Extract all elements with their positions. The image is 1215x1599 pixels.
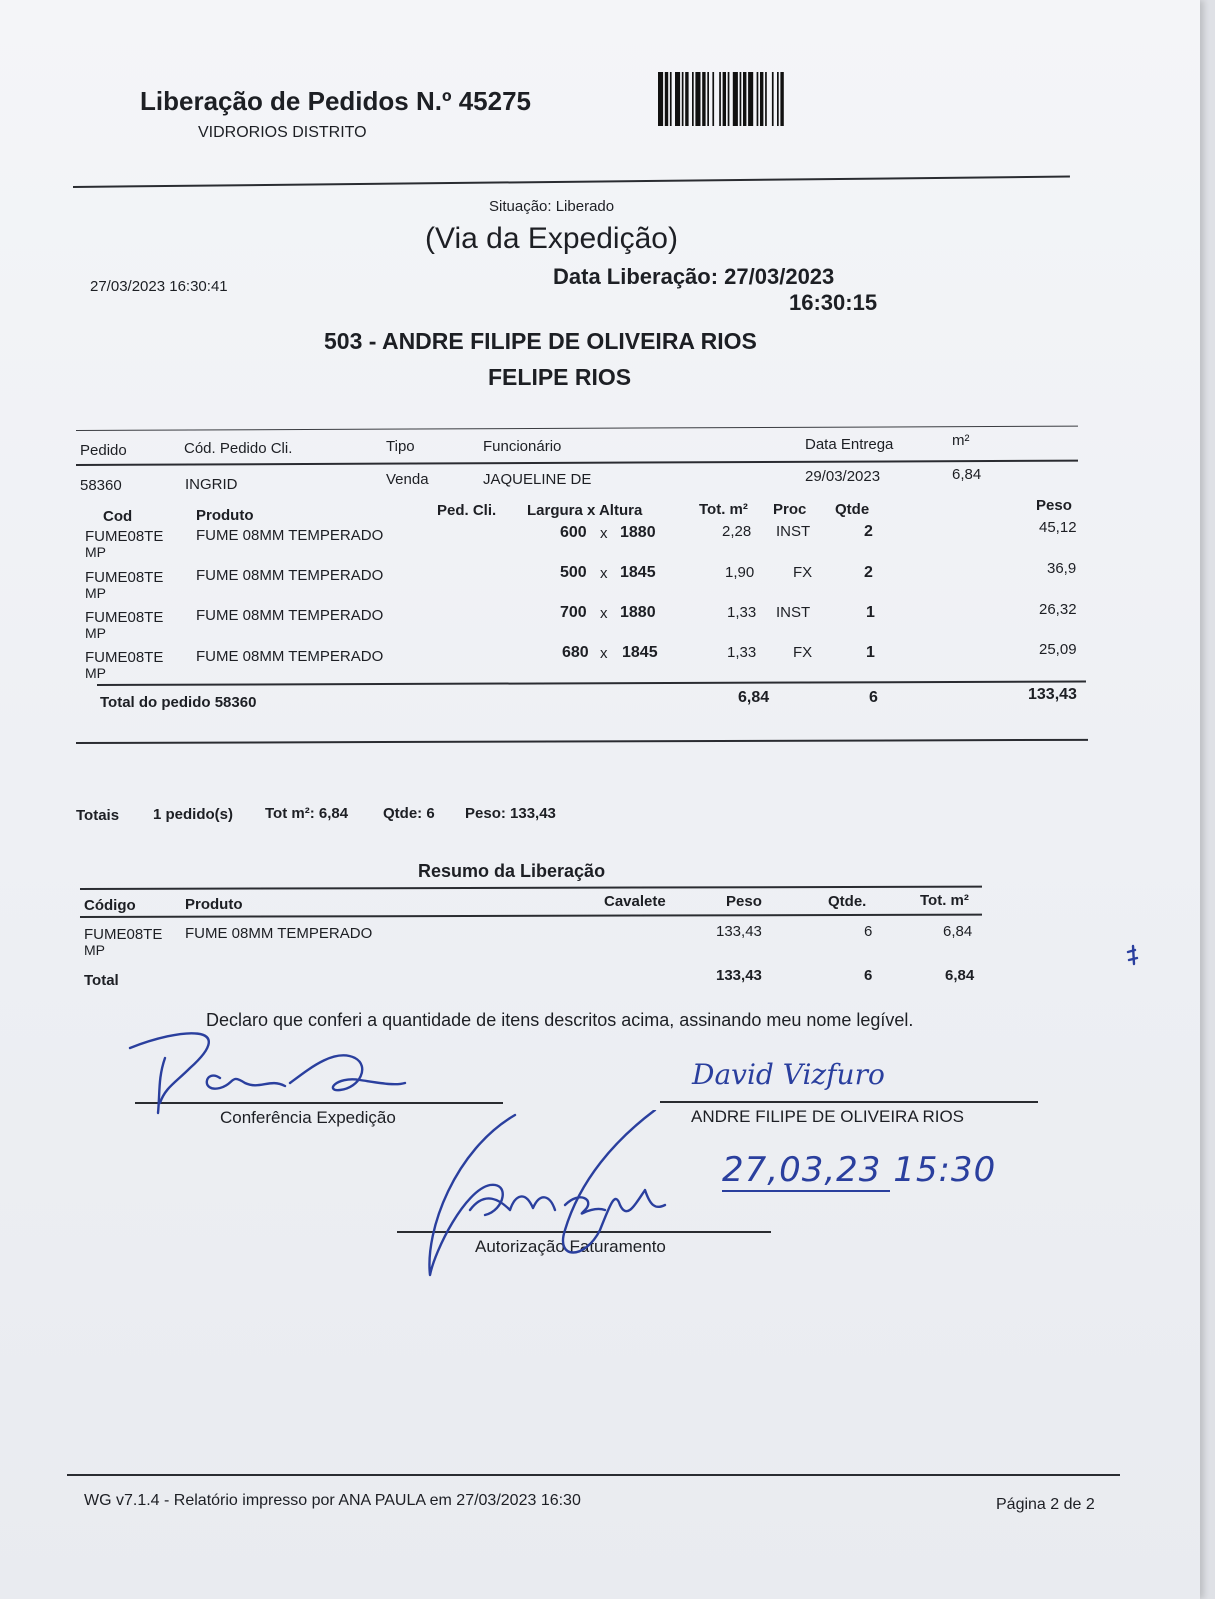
item-x: x bbox=[600, 605, 608, 622]
barcode-bar bbox=[765, 72, 767, 126]
summary-peso: 133,43 bbox=[716, 923, 762, 940]
client-name: 503 - ANDRE FILIPE DE OLIVEIRA RIOS bbox=[324, 328, 757, 354]
item-altura: 1880 bbox=[620, 604, 656, 621]
item-cod: FUME08TE bbox=[85, 649, 164, 666]
totals-m2: Tot m²: 6,84 bbox=[265, 805, 349, 822]
barcode-bar bbox=[728, 72, 730, 126]
summary-col-codigo: Código bbox=[84, 897, 136, 914]
item-qtde: 2 bbox=[864, 564, 873, 581]
summary-codigo-suffix: MP bbox=[84, 942, 105, 958]
item-cod-suffix: MP bbox=[85, 544, 106, 560]
barcode-bar bbox=[777, 72, 779, 126]
signature-client-handwritten: David Vizfuro bbox=[692, 1058, 885, 1091]
barcode-bar bbox=[707, 72, 709, 126]
summary-top-rule bbox=[80, 886, 982, 890]
order-total-label: Total do pedido 58360 bbox=[100, 694, 257, 711]
item-altura: 1845 bbox=[620, 564, 656, 581]
item-produto: FUME 08MM TEMPERADO bbox=[196, 607, 384, 624]
summary-header-rule bbox=[80, 914, 982, 918]
order-pedido: 58360 bbox=[80, 477, 122, 494]
barcode-bar bbox=[692, 72, 694, 126]
order-total-peso: 133,43 bbox=[1028, 686, 1077, 703]
col-tipo: Tipo bbox=[386, 438, 415, 455]
summary-col-cavalete: Cavalete bbox=[604, 893, 666, 910]
barcode-bar bbox=[719, 72, 721, 126]
item-largura: 600 bbox=[560, 524, 587, 541]
item-x: x bbox=[600, 645, 608, 662]
signature-line-client bbox=[660, 1101, 1038, 1103]
table-header-rule bbox=[76, 460, 1078, 466]
footer-rule bbox=[67, 1474, 1120, 1476]
barcode-bar bbox=[685, 72, 688, 126]
declaration-text: Declaro que conferi a quantidade de itens descritos acima, assinando meu nome legível. bbox=[206, 1010, 914, 1030]
table-bottom-rule bbox=[76, 739, 1088, 744]
signature-label-client: ANDRE FILIPE DE OLIVEIRA RIOS bbox=[691, 1107, 965, 1126]
order-data-entrega: 29/03/2023 bbox=[805, 468, 881, 485]
item-cod: FUME08TE bbox=[85, 528, 164, 545]
barcode-bar bbox=[760, 72, 763, 126]
item-peso: 45,12 bbox=[1039, 519, 1077, 536]
totals-peso: Peso: 133,43 bbox=[465, 805, 556, 822]
item-col-produto: Produto bbox=[196, 507, 254, 524]
barcode-bar bbox=[772, 72, 774, 126]
item-cod-suffix: MP bbox=[85, 625, 106, 641]
barcode-bar bbox=[740, 72, 742, 126]
barcode-bar bbox=[733, 72, 738, 126]
item-altura: 1845 bbox=[622, 644, 658, 661]
item-produto: FUME 08MM TEMPERADO bbox=[196, 527, 384, 544]
signature-label-autorizacao: Autorização Faturamento bbox=[475, 1237, 666, 1256]
barcode-bar bbox=[682, 72, 684, 126]
signature-autorizacao-scribble bbox=[415, 1110, 705, 1285]
barcode-bar bbox=[743, 72, 746, 126]
via-title: (Via da Expedição) bbox=[425, 222, 678, 255]
item-col-cod: Cod bbox=[103, 508, 133, 525]
printed-at: 27/03/2023 16:30:41 bbox=[90, 278, 228, 295]
barcode-icon bbox=[658, 72, 834, 126]
release-time: 16:30:15 bbox=[789, 290, 878, 315]
barcode-bar bbox=[675, 72, 680, 126]
barcode-bar bbox=[670, 72, 672, 126]
summary-total-qtde: 6 bbox=[864, 967, 873, 984]
item-qtde: 2 bbox=[864, 523, 873, 540]
item-produto: FUME 08MM TEMPERADO bbox=[196, 648, 384, 665]
barcode-bar bbox=[712, 72, 714, 126]
summary-col-tot-m2: Tot. m² bbox=[920, 892, 969, 909]
signature-date-handwritten: 27,03,23 15:30 bbox=[722, 1150, 997, 1190]
header-divider bbox=[73, 176, 1070, 188]
item-col-ped-cli: Ped. Cli. bbox=[437, 502, 497, 519]
col-cod-pedido-cli: Cód. Pedido Cli. bbox=[184, 440, 293, 457]
col-pedido: Pedido bbox=[80, 442, 127, 459]
signature-conferencia-scribble bbox=[120, 1028, 420, 1118]
summary-title: Resumo da Liberação bbox=[418, 861, 606, 881]
summary-col-produto: Produto bbox=[185, 896, 243, 913]
barcode-bar bbox=[658, 72, 663, 126]
item-cod-suffix: MP bbox=[85, 665, 106, 681]
table-top-rule bbox=[76, 426, 1078, 431]
item-col-largura-altura: Largura x Altura bbox=[527, 502, 643, 519]
page-title: Liberação de Pedidos N.º 45275 bbox=[140, 86, 531, 116]
item-tot-m2: 2,28 bbox=[722, 523, 752, 540]
barcode-bar bbox=[780, 72, 783, 126]
item-col-peso: Peso bbox=[1036, 497, 1072, 514]
item-x: x bbox=[600, 525, 608, 542]
col-m2: m² bbox=[952, 432, 970, 449]
item-col-qtde: Qtde bbox=[835, 501, 870, 518]
item-tot-m2: 1,33 bbox=[727, 644, 757, 661]
client-alias: FELIPE RIOS bbox=[488, 364, 632, 390]
barcode-bar bbox=[748, 72, 753, 126]
summary-codigo: FUME08TE bbox=[84, 926, 163, 943]
order-funcionario: JAQUELINE DE bbox=[483, 471, 592, 488]
item-peso: 25,09 bbox=[1039, 641, 1077, 658]
footer-page-number: Página 2 de 2 bbox=[996, 1496, 1095, 1513]
order-total-m2: 6,84 bbox=[738, 689, 770, 706]
item-tot-m2: 1,33 bbox=[727, 604, 757, 621]
status-text: Situação: Liberado bbox=[489, 198, 615, 215]
item-cod: FUME08TE bbox=[85, 569, 164, 586]
totals-qtde: Qtde: 6 bbox=[383, 805, 435, 822]
footer-print-info: WG v7.1.4 - Relatório impresso por ANA PAULA em 27/03/2023 16:30 bbox=[84, 1492, 581, 1509]
summary-col-qtde: Qtde. bbox=[828, 893, 867, 910]
pen-mark-icon bbox=[1125, 944, 1145, 974]
barcode-bar bbox=[702, 72, 705, 126]
summary-col-peso: Peso bbox=[726, 893, 762, 910]
item-col-tot-m2: Tot. m² bbox=[699, 501, 748, 518]
item-tot-m2: 1,90 bbox=[725, 564, 755, 581]
item-peso: 36,9 bbox=[1047, 560, 1077, 577]
item-qtde: 1 bbox=[866, 604, 875, 621]
item-peso: 26,32 bbox=[1039, 601, 1077, 618]
item-largura: 700 bbox=[560, 604, 587, 621]
barcode-bar bbox=[665, 72, 668, 126]
order-total-qtde: 6 bbox=[869, 689, 878, 706]
item-proc: INST bbox=[776, 523, 811, 540]
order-tipo: Venda bbox=[386, 471, 429, 488]
item-qtde: 1 bbox=[866, 644, 875, 661]
order-cod-cli: INGRID bbox=[185, 476, 238, 493]
signature-label-conferencia: Conferência Expedição bbox=[220, 1108, 396, 1127]
summary-total-label: Total bbox=[84, 972, 119, 989]
item-col-proc: Proc bbox=[773, 501, 807, 518]
release-date: Data Liberação: 27/03/2023 bbox=[553, 264, 835, 289]
item-altura: 1880 bbox=[620, 524, 656, 541]
item-largura: 680 bbox=[562, 644, 589, 661]
summary-tot-m2: 6,84 bbox=[943, 923, 973, 940]
item-cod-suffix: MP bbox=[85, 585, 106, 601]
item-cod: FUME08TE bbox=[85, 609, 164, 626]
totals-label: Totais bbox=[76, 807, 120, 824]
summary-total-peso: 133,43 bbox=[716, 967, 762, 984]
item-proc: FX bbox=[793, 644, 813, 661]
col-funcionario: Funcionário bbox=[483, 438, 562, 455]
order-m2: 6,84 bbox=[952, 466, 982, 483]
barcode-bar bbox=[757, 72, 759, 126]
barcode-bar bbox=[723, 72, 726, 126]
totals-pedidos: 1 pedido(s) bbox=[153, 806, 234, 823]
items-total-rule bbox=[97, 681, 1086, 686]
col-data-entrega: Data Entrega bbox=[805, 436, 894, 453]
item-produto: FUME 08MM TEMPERADO bbox=[196, 567, 384, 584]
summary-total-tot-m2: 6,84 bbox=[945, 967, 975, 984]
summary-produto: FUME 08MM TEMPERADO bbox=[185, 925, 373, 942]
item-largura: 500 bbox=[560, 564, 587, 581]
summary-qtde: 6 bbox=[864, 923, 873, 940]
item-proc: FX bbox=[793, 564, 813, 581]
item-x: x bbox=[600, 565, 608, 582]
item-proc: INST bbox=[776, 604, 811, 621]
barcode-bar bbox=[695, 72, 700, 126]
handwritten-date-underline bbox=[722, 1190, 890, 1192]
company-name: VIDRORIOS DISTRITO bbox=[198, 124, 367, 141]
